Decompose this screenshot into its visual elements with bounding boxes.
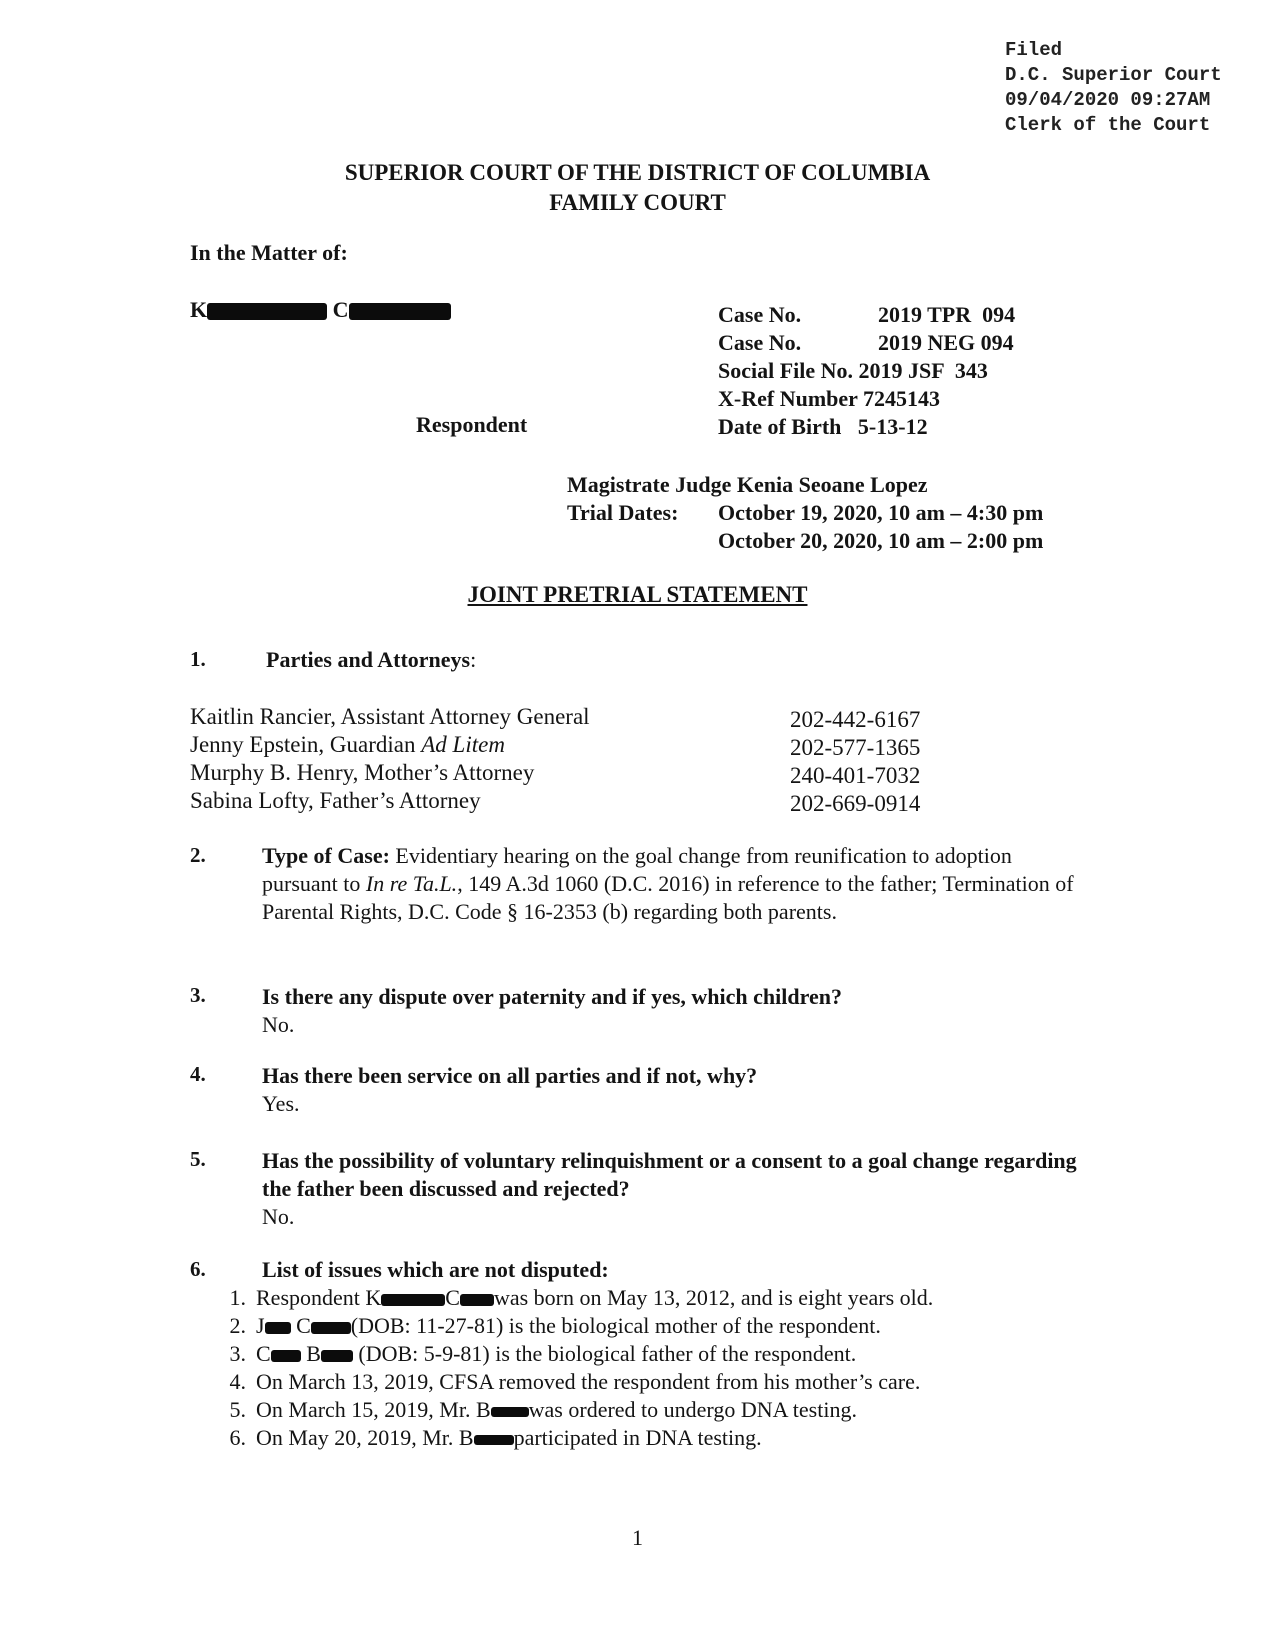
section-number: 2. — [190, 843, 206, 867]
xref-value: 7245143 — [863, 386, 941, 411]
attorney-name: Kaitlin Rancier, Assistant Attorney General — [190, 704, 590, 729]
magistrate-judge: Magistrate Judge Kenia Seoane Lopez — [567, 472, 928, 497]
case-number-row — [718, 330, 1014, 356]
name-initial: C — [332, 297, 349, 322]
section-heading: List of issues which are not disputed: — [262, 1257, 609, 1282]
document-title-wrap — [0, 582, 1275, 608]
redaction-bar — [271, 1350, 301, 1362]
stamp-line: Filed — [1005, 39, 1063, 61]
respondent-name-redacted — [190, 297, 451, 323]
redaction-bar — [311, 1322, 351, 1334]
court-heading — [0, 158, 1275, 218]
trial-date: October 19, 2020, 10 am – 4:30 pm — [718, 500, 1044, 525]
item-text: On March 15, 2019, Mr. B — [256, 1397, 491, 1422]
list-number: 4. — [229, 1369, 246, 1394]
section-number: 1. — [190, 647, 206, 671]
section-type-of-case — [262, 842, 1082, 926]
section-heading-text: Parties and Attorneys — [266, 647, 471, 672]
list-item — [208, 1425, 762, 1451]
redaction-bar — [460, 1294, 494, 1306]
case-number-label: Case No. — [718, 302, 802, 327]
attorney-phone: 202-442-6167 — [790, 707, 921, 732]
respondent-label: Respondent — [416, 412, 528, 437]
case-number-row — [718, 302, 1015, 328]
section-number: 6. — [190, 1257, 206, 1281]
case-number-label: Case No. — [718, 330, 802, 355]
document-title: JOINT PRETRIAL STATEMENT — [467, 582, 808, 607]
attorney-name — [190, 732, 505, 758]
matter-label: In the Matter of: — [190, 240, 348, 265]
social-file-value: 2019 JSF 343 — [858, 358, 988, 383]
court-name: SUPERIOR COURT OF THE DISTRICT OF COLUMBIA — [344, 160, 931, 185]
section-text: Evidentiary hearing on the goal change from reunification to adoption pursuant to — [262, 843, 1012, 896]
attorney-name: Murphy B. Henry, Mother’s Attorney — [190, 760, 535, 785]
redaction-bar — [381, 1294, 445, 1306]
item-text: (DOB: 5-9-81) is the biological father of the respondent. — [352, 1341, 857, 1366]
list-number: 6. — [229, 1425, 246, 1450]
item-text: On March 13, 2019, CFSA removed the respondent from his mother’s care. — [256, 1369, 921, 1394]
section-service — [262, 1062, 1122, 1118]
list-item — [208, 1285, 933, 1311]
filing-stamp — [1005, 38, 1222, 138]
page-number: 1 — [632, 1525, 643, 1550]
attorney-phone: 240-401-7032 — [790, 763, 921, 788]
item-text: C — [445, 1285, 460, 1310]
redaction-bar — [349, 303, 451, 320]
attorney-name-italic: Ad Litem — [421, 732, 505, 757]
redaction-bar — [321, 1350, 353, 1362]
redaction-bar — [265, 1322, 291, 1334]
section-heading: Is there any dispute over paternity and if yes, which children? — [262, 984, 842, 1009]
redaction-bar — [474, 1435, 514, 1445]
attorney-phone: 202-669-0914 — [790, 791, 921, 816]
xref-label: X-Ref Number — [718, 386, 858, 411]
list-number: 1. — [229, 1285, 246, 1310]
section-heading: Has there been service on all parties and if not, why? — [262, 1063, 758, 1088]
item-text: On May 20, 2019, Mr. B — [256, 1425, 474, 1450]
case-number-value: 2019 TPR 094 — [878, 302, 1016, 327]
trial-dates-label: Trial Dates: — [567, 500, 679, 525]
attorney-name: Sabina Lofty, Father’s Attorney — [190, 788, 481, 813]
stamp-line: 09/04/2020 09:27AM — [1005, 89, 1211, 111]
trial-date: October 20, 2020, 10 am – 2:00 pm — [718, 528, 1044, 553]
stamp-line: D.C. Superior Court — [1005, 64, 1222, 86]
list-number: 2. — [229, 1313, 246, 1338]
section-text: , 149 A.3d 1060 (D.C. 2016) in reference to the father; Termination of Parental Rights, D.C. Code § 16-2353 (b) regarding both parents. — [262, 871, 1074, 924]
section-paternity — [262, 983, 1122, 1039]
item-text: C — [256, 1341, 271, 1366]
court-division: FAMILY COURT — [549, 190, 726, 215]
social-file-row — [718, 358, 988, 384]
section-heading: Type of Case: — [262, 843, 390, 868]
list-item — [208, 1313, 881, 1339]
case-number-value: 2019 NEG 094 — [878, 330, 1014, 355]
attorney-name-text: Jenny Epstein, Guardian — [190, 732, 422, 757]
item-text: C — [296, 1313, 311, 1338]
section-relinquishment — [262, 1147, 1082, 1231]
item-text: (DOB: 11-27-81) is the biological mother of the respondent. — [350, 1313, 881, 1338]
list-item — [208, 1341, 856, 1367]
section-answer: No. — [262, 1012, 295, 1037]
attorney-phone: 202-577-1365 — [790, 735, 921, 760]
xref-row — [718, 386, 940, 412]
case-citation: In re Ta.L. — [365, 871, 458, 896]
section-heading: Parties and Attorneys: — [266, 647, 477, 672]
list-item — [208, 1369, 920, 1395]
section-answer: Yes. — [262, 1091, 300, 1116]
item-text: B — [306, 1341, 321, 1366]
redaction-bar — [491, 1407, 529, 1417]
stamp-line: Clerk of the Court — [1005, 114, 1211, 136]
dob-value: 5-13-12 — [857, 414, 928, 439]
list-number: 3. — [229, 1341, 246, 1366]
name-initial: K — [190, 297, 208, 322]
item-text: Respondent K — [256, 1285, 382, 1310]
dob-label: Date of Birth — [718, 414, 842, 439]
list-item — [208, 1397, 857, 1423]
section-answer: No. — [262, 1204, 295, 1229]
section-number: 3. — [190, 983, 206, 1007]
item-text: was ordered to undergo DNA testing. — [528, 1397, 857, 1422]
list-number: 5. — [229, 1397, 246, 1422]
section-number: 5. — [190, 1147, 206, 1171]
section-number: 4. — [190, 1062, 206, 1086]
social-file-label: Social File No. — [718, 358, 854, 383]
redaction-bar — [207, 303, 327, 320]
item-text: was born on May 13, 2012, and is eight years old. — [493, 1285, 934, 1310]
item-text: J — [256, 1313, 265, 1338]
dob-row — [718, 414, 928, 440]
section-heading: Has the possibility of voluntary relinquishment or a consent to a goal change regarding the father been discussed and rejected? — [262, 1148, 1077, 1201]
item-text: participated in DNA testing. — [513, 1425, 762, 1450]
